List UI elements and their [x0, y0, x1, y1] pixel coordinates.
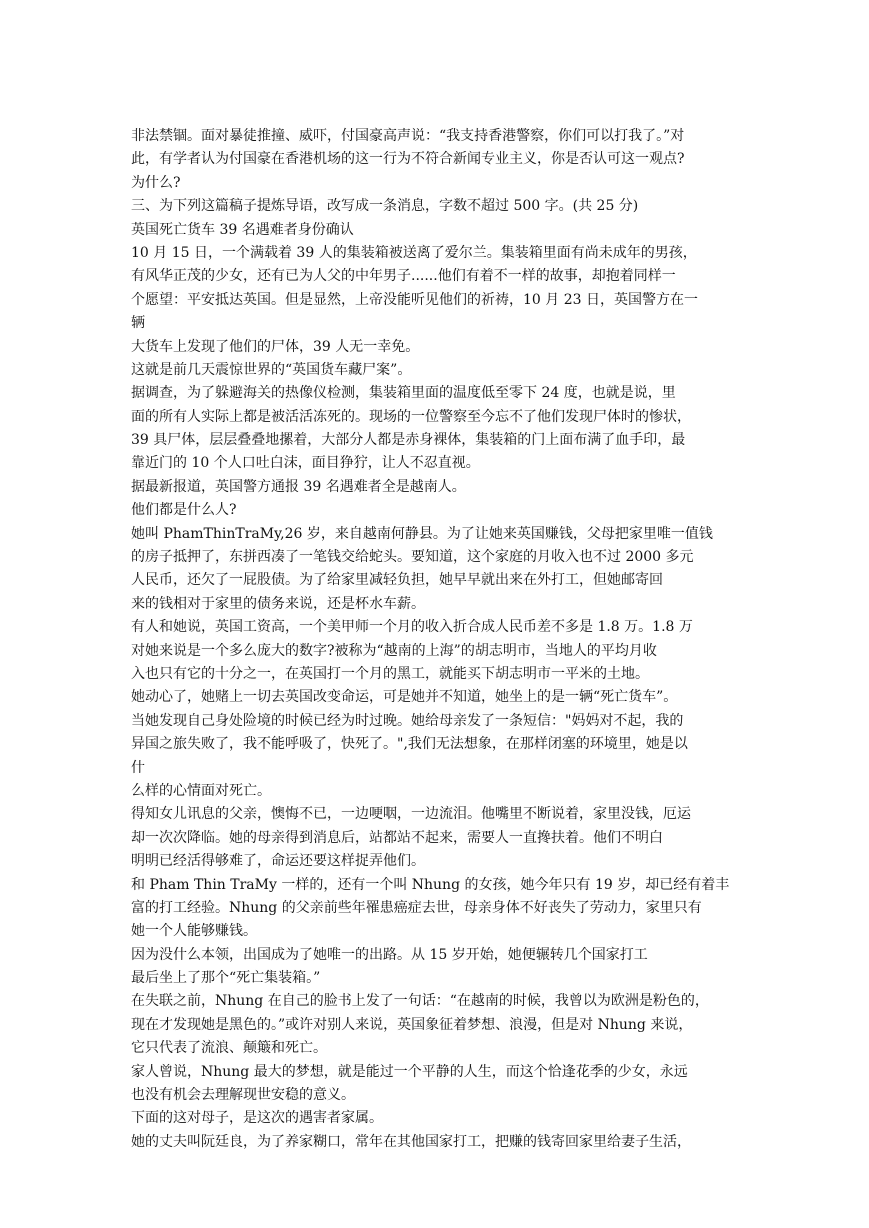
text-line: 为什么?: [131, 174, 181, 191]
text-line: 异国之旅失败了，我不能呼吸了，快死了。",我们无法想象，在那样闭塞的环境里，她是以: [131, 736, 688, 753]
text-line: 面的所有人实际上都是被活活冻死的。现场的一位警察至今忘不了他们发现尸体时的惨状，: [131, 408, 691, 425]
text-line: 因为没什么本领，出国成为了她唯一的出路。从 15 岁开始，她便辗转几个国家打工: [131, 946, 648, 963]
text-line: 最后坐上了那个“死亡集装箱。”: [131, 970, 321, 987]
text-line: 据调查，为了躲避海关的热像仪检测，集装箱里面的温度低至零下 24 度，也就是说，里: [131, 385, 676, 402]
text-line: 得知女儿讯息的父亲，懊悔不已，一边哽咽，一边流泪。他嘴里不断说着，家里没钱，厄运: [131, 806, 691, 823]
text-line: 却一次次降临。她的母亲得到消息后，站都站不起来，需要人一直搀扶着。他们不明白: [131, 829, 663, 846]
text-line: 她的丈夫叫阮廷良，为了养家糊口，常年在其他国家打工，把赚的钱寄回家里给妻子生活，: [131, 1133, 691, 1150]
text-line: 的房子抵押了，东拼西凑了一笔钱交给蛇头。要知道，这个家庭的月收入也不过 2000 多元: [131, 549, 694, 566]
text-line: 10 月 15 日，一个满载着 39 人的集装箱被送离了爱尔兰。集装箱里面有尚未成年的男孩，: [131, 244, 697, 261]
text-line: 她一个人能够赚钱。: [131, 923, 257, 940]
text-line: 入也只有它的十分之一，在英国打一个月的黑工，就能买下胡志明市一平米的土地。: [131, 665, 649, 682]
section-heading: 三、为下列这篇稿子提炼导语，改写成一条消息，字数不超过 500 字。(共 25 分): [131, 198, 639, 215]
text-line: 这就是前几天震惊世界的“英国货车藏尸案”。: [131, 361, 412, 378]
text-line: 据最新报道，英国警方通报 39 名遇难者全是越南人。: [131, 478, 466, 495]
text-line: 她叫 PhamThinTraMy,26 岁，来自越南何静县。为了让她来英国赚钱，父母把家里唯一值钱: [131, 525, 713, 542]
document-page: [131, 125, 741, 1154]
text-line: 辆: [131, 315, 145, 332]
text-line: 有人和她说，英国工资高，一个美甲师一个月的收入折合成人民币差不多是 1.8 万。1.8 万: [131, 619, 693, 636]
text-line: 富的打工经验。Nhung 的父亲前些年罹患癌症去世，母亲身体不好丧失了劳动力，家里只有: [131, 899, 702, 916]
text-line: 来的钱相对于家里的债务来说，还是杯水车薪。: [131, 595, 425, 612]
text-line: 人民币，还欠了一屁股债。为了给家里减轻负担，她早早就出来在外打工，但她邮寄回: [131, 572, 663, 589]
text-line: 他们都是什么人?: [131, 502, 237, 519]
article-title: 英国死亡货车 39 名遇难者身份确认: [131, 221, 354, 238]
text-line: 非法禁锢。面对暴徒推撞、威吓，付国豪高声说：“我支持香港警察，你们可以打我了。”对: [131, 128, 685, 144]
text-line: 当她发现自己身处险境的时候已经为时过晚。她给母亲发了一条短信："妈妈对不起，我的: [131, 712, 684, 729]
text-line: 39 具尸体，层层叠叠地摞着，大部分人都是赤身裸体，集装箱的门上面布满了血手印，最: [131, 432, 686, 449]
text-line: 有风华正茂的少女，还有已为人父的中年男子......他们有着不一样的故事，却抱着同样一: [131, 268, 676, 285]
text-line: 么样的心情面对死亡。: [131, 782, 271, 799]
text-line: 大货车上发现了他们的尸体，39 人无一幸免。: [131, 338, 420, 355]
text-line: 个愿望：平安抵达英国。但是显然，上帝没能听见他们的祈祷，10 月 23 日，英国警方在一: [131, 291, 698, 308]
text-line: 她动心了，她赌上一切去英国改变命运，可是她并不知道，她坐上的是一辆“死亡货车”。: [131, 689, 678, 706]
text-line: 和 Pham Thin TraMy 一样的，还有一个叫 Nhung 的女孩，她今年只有 19 岁，却已经有着丰: [131, 876, 730, 893]
text-line: 在失联之前，Nhung 在自己的脸书上发了一句话：“在越南的时候，我曾以为欧洲是粉色的，: [131, 993, 709, 1010]
text-line: 对她来说是一个多么庞大的数字?被称为“越南的上海”的胡志明市，当地人的平均月收: [131, 642, 657, 659]
text-line: 下面的这对母子，是这次的遇害者家属。: [131, 1110, 383, 1127]
text-line: 明明已经活得够难了，命运还要这样捉弄他们。: [131, 853, 425, 870]
text-line: 靠近门的 10 个人口吐白沫，面目狰狞，让人不忍直视。: [131, 455, 480, 472]
text-line: 此，有学者认为付国豪在香港机场的这一行为不符合新闻专业主义，你是否认可这一观点?: [131, 151, 685, 168]
text-line: 现在才发现她是黑色的。”或许对别人来说，英国象征着梦想、浪漫，但是对 Nhung 来说，: [131, 1016, 693, 1033]
text-line: 什: [131, 759, 145, 776]
text-line: 家人曾说，Nhung 最大的梦想，就是能过一个平静的人生，而这个恰逢花季的少女，永远: [131, 1063, 688, 1080]
text-line: 也没有机会去理解现世安稳的意义。: [131, 1087, 355, 1104]
text-line: 它只代表了流浪、颠簸和死亡。: [131, 1040, 327, 1057]
